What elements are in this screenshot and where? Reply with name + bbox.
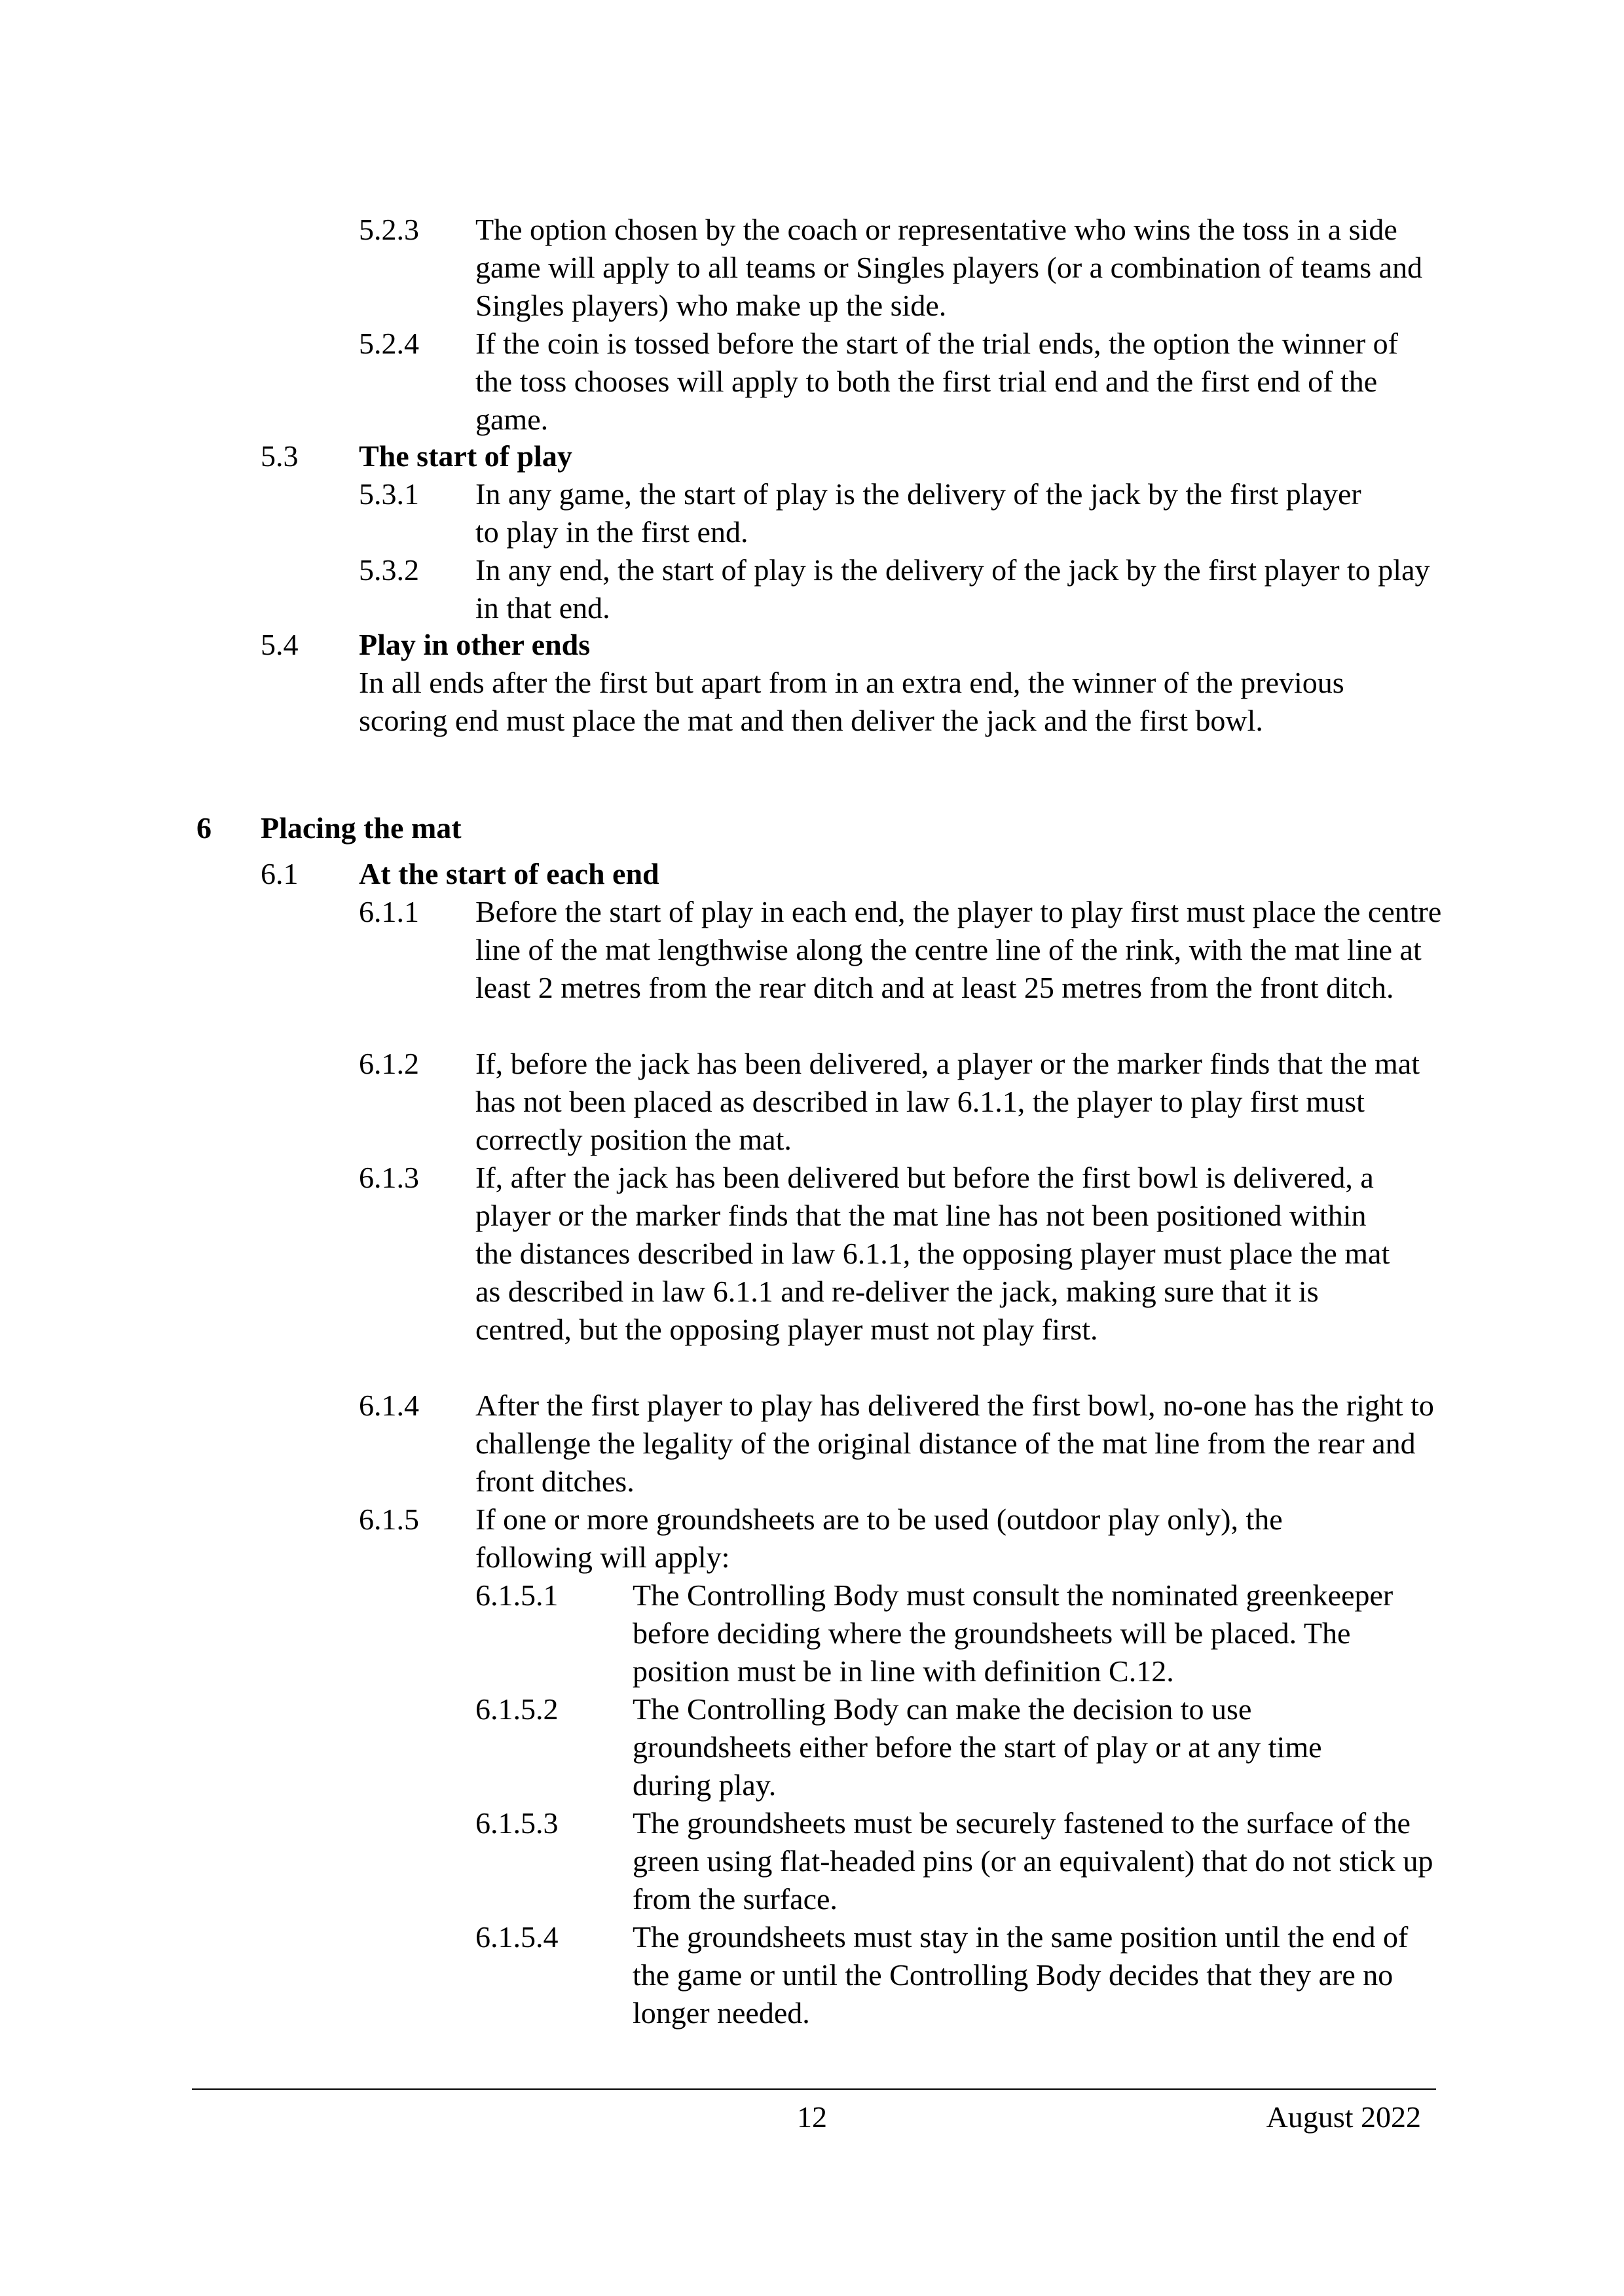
section-number: 5.3 bbox=[261, 439, 299, 473]
clause-number: 6.1.5.3 bbox=[475, 1806, 559, 1840]
section-number: 5.4 bbox=[261, 628, 299, 661]
section-title: Placing the mat bbox=[261, 811, 462, 845]
clause-number: 6.1.5.4 bbox=[475, 1920, 559, 1954]
section-title: At the start of each end bbox=[359, 857, 659, 890]
clause-text: In any game, the start of play is the delivery of the jack by the first player to play in the first end. bbox=[475, 477, 1361, 549]
clause-number: 6.1.3 bbox=[359, 1161, 419, 1194]
clause-number: 5.3.2 bbox=[359, 553, 419, 587]
clause-text: The groundsheets must be securely fastened to the surface of the green using flat-headed pins (or an equivalent) that do not stick up from the surface. bbox=[633, 1806, 1433, 1916]
clause-text: If one or more groundsheets are to be used (outdoor play only), the following will apply: bbox=[475, 1503, 1283, 1574]
clause-number: 6.1.4 bbox=[359, 1389, 419, 1422]
clause-text: If the coin is tossed before the start of the trial ends, the option the winner of the toss chooses will apply to both the first trial end and the first end of the game. bbox=[475, 327, 1398, 436]
clause-text: The Controlling Body can make the decision to use groundsheets either before the start of play or at any time during play. bbox=[633, 1692, 1322, 1802]
clause-number: 6.1.1 bbox=[359, 895, 419, 928]
clause-number: 6.1.2 bbox=[359, 1047, 419, 1080]
footer-divider bbox=[192, 2088, 1436, 2090]
clause-text: After the first player to play has delivered the first bowl, no-one has the right to challenge the legality of the original distance of the mat line from the rear and front ditches. bbox=[475, 1389, 1434, 1498]
clause-text: The option chosen by the coach or representative who wins the toss in a side game will apply to all teams or Singles players (or a combination of teams and Singles players) who make up the side. bbox=[475, 213, 1423, 322]
section-number: 6.1 bbox=[261, 857, 299, 890]
clause-text: If, after the jack has been delivered but before the first bowl is delivered, a player or the marker finds that the mat line has not been positioned within the distances described in law 6.1.1, the opposing player must place the mat as described in law 6.1.1 and re-deliver the jack, making sure that it is centred, but the opposing player must not play first. bbox=[475, 1161, 1390, 1346]
page-number: 12 bbox=[797, 2100, 827, 2134]
clause-text: The Controlling Body must consult the nominated greenkeeper before deciding where the groundsheets will be placed. The position must be in line with definition C.12. bbox=[633, 1578, 1393, 1688]
clause-number: 5.2.3 bbox=[359, 213, 419, 246]
section-title: Play in other ends bbox=[359, 628, 591, 661]
clause-number: 6.1.5 bbox=[359, 1503, 419, 1536]
clause-number: 5.2.4 bbox=[359, 327, 419, 360]
clause-number: 6.1.5.2 bbox=[475, 1692, 559, 1726]
clause-number: 5.3.1 bbox=[359, 477, 419, 511]
clause-text: If, before the jack has been delivered, a player or the marker finds that the mat has not been placed as described in law 6.1.1, the player to play first must correctly position the mat. bbox=[475, 1047, 1420, 1156]
clause-number: 6.1.5.1 bbox=[475, 1578, 559, 1612]
clause-text: The groundsheets must stay in the same position until the end of the game or until the Controlling Body decides that they are no longer needed. bbox=[633, 1920, 1409, 2030]
section-number: 6 bbox=[196, 811, 212, 845]
section-title: The start of play bbox=[359, 439, 572, 473]
clause-text: Before the start of play in each end, the player to play first must place the centre line of the mat lengthwise along the centre line of the rink, with the mat line at least 2 metres from the rear ditch and at least 25 metres from the front ditch. bbox=[475, 895, 1442, 1004]
clause-text: In any end, the start of play is the delivery of the jack by the first player to play in that end. bbox=[475, 553, 1430, 625]
section-text: In all ends after the first but apart from in an extra end, the winner of the previous scoring end must place the mat and then deliver the jack and the first bowl. bbox=[359, 666, 1344, 737]
footer-date: August 2022 bbox=[1266, 2100, 1421, 2134]
